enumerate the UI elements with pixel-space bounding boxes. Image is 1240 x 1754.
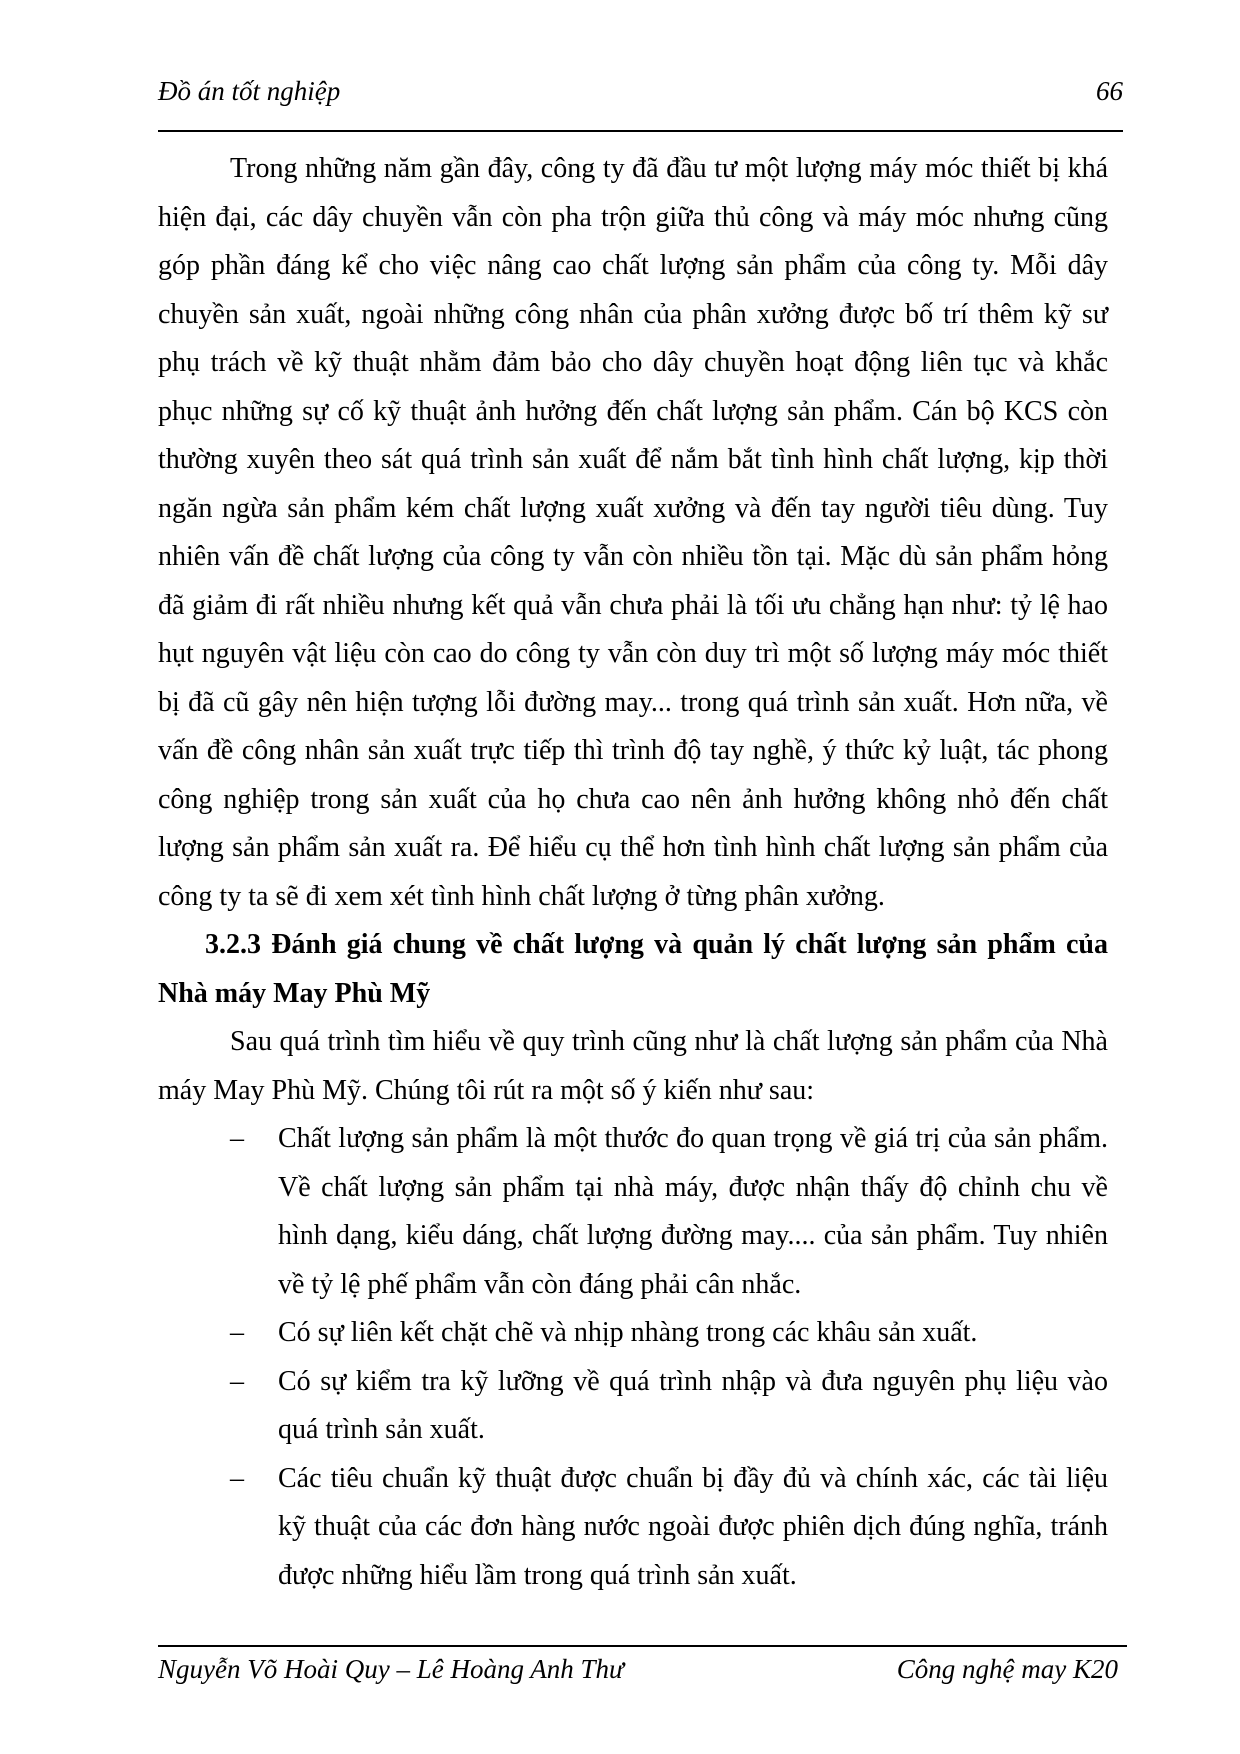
- document-body: [158, 145, 1108, 1600]
- list-item-text: Các tiêu chuẩn kỹ thuật được chuẩn bị đầy đủ và chính xác, các tài liệu kỹ thuật của các đơn hàng nước ngoài được phiên dịch đúng nghĩa, tránh được những hiểu lầm trong quá trình sản xuất.: [278, 1462, 1108, 1591]
- list-item-text: Chất lượng sản phẩm là một thước đo quan trọng về giá trị của sản phẩm. Về chất lượng sản phẩm tại nhà máy, được nhận thấy độ chỉnh chu về hình dạng, kiểu dáng, chất lượng đường may.... của sản phẩm. Tuy nhiên về tỷ lệ phế phẩm vẫn còn đáng phải cân nhắc.: [278, 1123, 1108, 1300]
- list-item: [158, 1309, 1108, 1358]
- header-rule: [158, 130, 1123, 132]
- list-item-text: Có sự kiểm tra kỹ lưỡng về quá trình nhập và đưa nguyên phụ liệu vào quá trình sản xuất.: [278, 1365, 1108, 1445]
- list-item: [158, 1455, 1108, 1601]
- list-item: [158, 1115, 1108, 1309]
- header-title: Đồ án tốt nghiệp: [158, 76, 341, 106]
- footer-rule: [158, 1645, 1127, 1647]
- section-heading: 3.2.3 Đánh giá chung về chất lượng và quản lý chất lượng sản phẩm của Nhà máy May Phù Mỹ: [158, 929, 1108, 1009]
- footer-class: Công nghệ may K20: [896, 1654, 1118, 1684]
- paragraph-overview: Trong những năm gần đây, công ty đã đầu tư một lượng máy móc thiết bị khá hiện đại, các dây chuyền vẫn còn pha trộn giữa thủ công và máy móc nhưng cũng góp phần đáng kể cho việc nâng cao chất lượng sản phẩm của công ty. Mỗi dây chuyền sản xuất, ngoài những công nhân của phân xưởng được bố trí thêm kỹ sư phụ trách về kỹ thuật nhằm đảm bảo cho dây chuyền hoạt động liên tục và khắc phục những sự cố kỹ thuật ảnh hưởng đến chất lượng sản phẩm. Cán bộ KCS còn thường xuyên theo sát quá trình sản xuất để nắm bắt tình hình chất lượng, kịp thời ngăn ngừa sản phẩm kém chất lượng xuất xưởng và đến tay người tiêu dùng. Tuy nhiên vấn đề chất lượng của công ty vẫn còn nhiều tồn tại. Mặc dù sản phẩm hỏng đã giảm đi rất nhiều nhưng kết quả vẫn chưa phải là tối ưu chẳng hạn như: tỷ lệ hao hụt nguyên vật liệu còn cao do công ty vẫn còn duy trì một số lượng máy móc thiết bị đã cũ gây nên hiện tượng lỗi đường may... trong quá trình sản xuất. Hơn nữa, về vấn đề công nhân sản xuất trực tiếp thì trình độ tay nghề, ý thức kỷ luật, tác phong công nghiệp trong sản xuất của họ chưa cao nên ảnh hưởng không nhỏ đến chất lượng sản phẩm sản xuất ra. Để hiểu cụ thể hơn tình hình chất lượng sản phẩm của công ty ta sẽ đi xem xét tình hình chất lượng ở từng phân xưởng.: [158, 153, 1108, 912]
- list-item-text: Có sự liên kết chặt chẽ và nhịp nhàng trong các khâu sản xuất.: [278, 1317, 978, 1348]
- page-number: 66: [1096, 76, 1123, 106]
- list-item: [158, 1358, 1108, 1455]
- dash-bullet-icon: –: [230, 1123, 244, 1154]
- bullet-list: [158, 1115, 1108, 1600]
- dash-bullet-icon: –: [230, 1317, 244, 1348]
- page-footer: [158, 1652, 1118, 1686]
- page-header: [158, 74, 1123, 108]
- paragraph-intro-list: Sau quá trình tìm hiểu về quy trình cũng như là chất lượng sản phẩm của Nhà máy May Phù Mỹ. Chúng tôi rút ra một số ý kiến như sau:: [158, 1026, 1108, 1106]
- dash-bullet-icon: –: [230, 1365, 244, 1397]
- footer-authors: Nguyễn Võ Hoài Quy – Lê Hoàng Anh Thư: [158, 1654, 624, 1684]
- dash-bullet-icon: –: [230, 1462, 244, 1494]
